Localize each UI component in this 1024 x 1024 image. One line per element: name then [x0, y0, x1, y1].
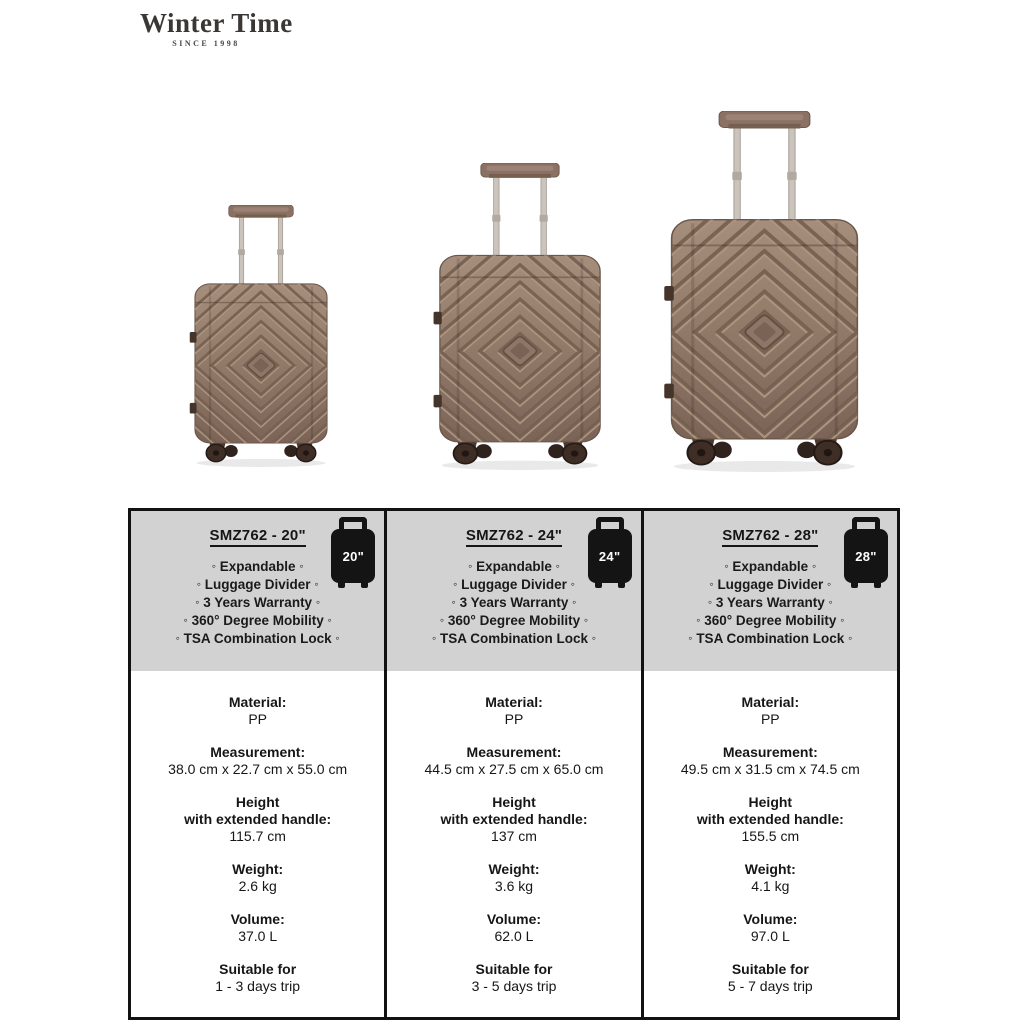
- bullet: ◦: [570, 577, 575, 591]
- bullet: ◦: [314, 577, 319, 591]
- bullet: ◦: [468, 559, 473, 573]
- brand-logo: [140, 8, 293, 48]
- spec-weight: Weight: 3.6 kg: [488, 861, 540, 894]
- spec-body-24in: [387, 671, 640, 1017]
- spec-body-28in: [644, 671, 897, 1017]
- bullet: ◦: [555, 559, 560, 573]
- spec-measurement: Measurement: 38.0 cm x 22.7 cm x 55.0 cm: [168, 744, 348, 777]
- feature-item: [644, 612, 897, 630]
- spec-header-20in: [131, 511, 384, 671]
- feature-item: [131, 594, 384, 612]
- feature-item: [644, 630, 897, 648]
- spec-column-24in: [387, 511, 643, 1017]
- spec-material: Material: PP: [228, 694, 287, 727]
- bullet: ◦: [688, 631, 693, 645]
- feature-text: 3 Years Warranty: [715, 595, 825, 610]
- feature-text: Expandable: [219, 559, 296, 574]
- feature-text: Expandable: [732, 559, 809, 574]
- spec-volume: Volume: 37.0 L: [230, 911, 285, 944]
- spec-height: Height with extended handle: 155.5 cm: [696, 794, 844, 844]
- feature-text: TSA Combination Lock: [696, 631, 845, 646]
- bullet: ◦: [707, 595, 713, 609]
- bullet: ◦: [196, 577, 202, 591]
- spec-volume: Volume: 97.0 L: [743, 911, 798, 944]
- bullet: ◦: [451, 595, 456, 609]
- feature-text: Luggage Divider: [461, 577, 567, 592]
- bullet: ◦: [583, 613, 589, 627]
- bullet: ◦: [211, 559, 216, 573]
- feature-text: TSA Combination Lock: [439, 631, 588, 646]
- bullet: ◦: [709, 577, 714, 591]
- spec-material: Material: PP: [741, 694, 800, 727]
- spec-measurement: Measurement: 49.5 cm x 31.5 cm x 74.5 cm: [680, 744, 860, 777]
- spec-suitable-for: Suitable for 3 - 5 days trip: [471, 961, 557, 994]
- spec-table: [128, 508, 900, 1020]
- spec-height: Height with extended handle: 137 cm: [440, 794, 588, 844]
- bullet: ◦: [826, 577, 832, 591]
- spec-volume: Volume: 62.0 L: [486, 911, 542, 944]
- spec-header-24in: [387, 511, 640, 671]
- luggage-size-icon: [844, 529, 888, 583]
- bullet: ◦: [811, 559, 817, 573]
- feature-item: [131, 612, 384, 630]
- spec-weight: Weight: 4.1 kg: [744, 861, 796, 894]
- spec-header-28in: [644, 511, 897, 671]
- spec-material: Material: PP: [485, 694, 543, 727]
- bullet: ◦: [724, 559, 729, 573]
- suitcase-image-20in: [186, 205, 336, 467]
- bullet: ◦: [327, 613, 332, 627]
- size-badge: 24": [598, 548, 621, 564]
- feature-text: 360° Degree Mobility: [447, 613, 581, 628]
- spec-suitable-for: Suitable for 1 - 3 days trip: [215, 961, 301, 994]
- spec-weight: Weight: 2.6 kg: [232, 861, 284, 894]
- feature-text: 360° Degree Mobility: [191, 613, 324, 628]
- spec-column-28in: [644, 511, 897, 1017]
- spec-suitable-for: Suitable for 5 - 7 days trip: [727, 961, 813, 994]
- feature-text: 3 Years Warranty: [203, 595, 313, 610]
- bullet: ◦: [183, 613, 188, 627]
- feature-item: [644, 594, 897, 612]
- luggage-size-icon: [331, 529, 375, 583]
- feature-item: [387, 594, 640, 612]
- bullet: ◦: [828, 595, 833, 609]
- feature-text: Luggage Divider: [717, 577, 824, 592]
- bullet: ◦: [840, 613, 845, 627]
- luggage-size-icon: [588, 529, 632, 583]
- feature-text: 3 Years Warranty: [459, 595, 569, 610]
- bullet: ◦: [431, 631, 437, 645]
- feature-item: [387, 612, 640, 630]
- product-title: SMZ762 - 24": [466, 527, 562, 547]
- bullet: ◦: [335, 631, 340, 645]
- bullet: ◦: [453, 577, 458, 591]
- spec-height: Height with extended handle: 115.7 cm: [184, 794, 332, 844]
- bullet: ◦: [439, 613, 445, 627]
- bullet: ◦: [591, 631, 597, 645]
- bullet: ◦: [848, 631, 853, 645]
- size-badge: 28": [855, 548, 877, 564]
- feature-text: Luggage Divider: [204, 577, 311, 592]
- bullet: ◦: [175, 631, 180, 645]
- brand-tagline: SINCE 1998: [172, 39, 240, 48]
- brand-name: Winter Time: [140, 8, 293, 38]
- feature-item: [131, 630, 384, 648]
- bullet: ◦: [315, 595, 321, 609]
- bullet: ◦: [195, 595, 200, 609]
- spec-column-20in: [131, 511, 387, 1017]
- size-badge: 20": [342, 548, 365, 564]
- suitcase-image-28in: [659, 111, 870, 472]
- spec-measurement: Measurement: 44.5 cm x 27.5 cm x 65.0 cm: [424, 744, 604, 777]
- feature-text: Expandable: [476, 559, 552, 574]
- bullet: ◦: [299, 559, 304, 573]
- feature-text: TSA Combination Lock: [183, 631, 332, 646]
- feature-text: 360° Degree Mobility: [704, 613, 837, 628]
- bullet: ◦: [696, 613, 701, 627]
- bullet: ◦: [572, 595, 577, 609]
- spec-body-20in: [131, 671, 384, 1017]
- feature-item: [387, 630, 640, 648]
- product-title: SMZ762 - 28": [722, 527, 818, 547]
- product-title: SMZ762 - 20": [210, 527, 306, 547]
- suitcase-image-24in: [429, 163, 611, 470]
